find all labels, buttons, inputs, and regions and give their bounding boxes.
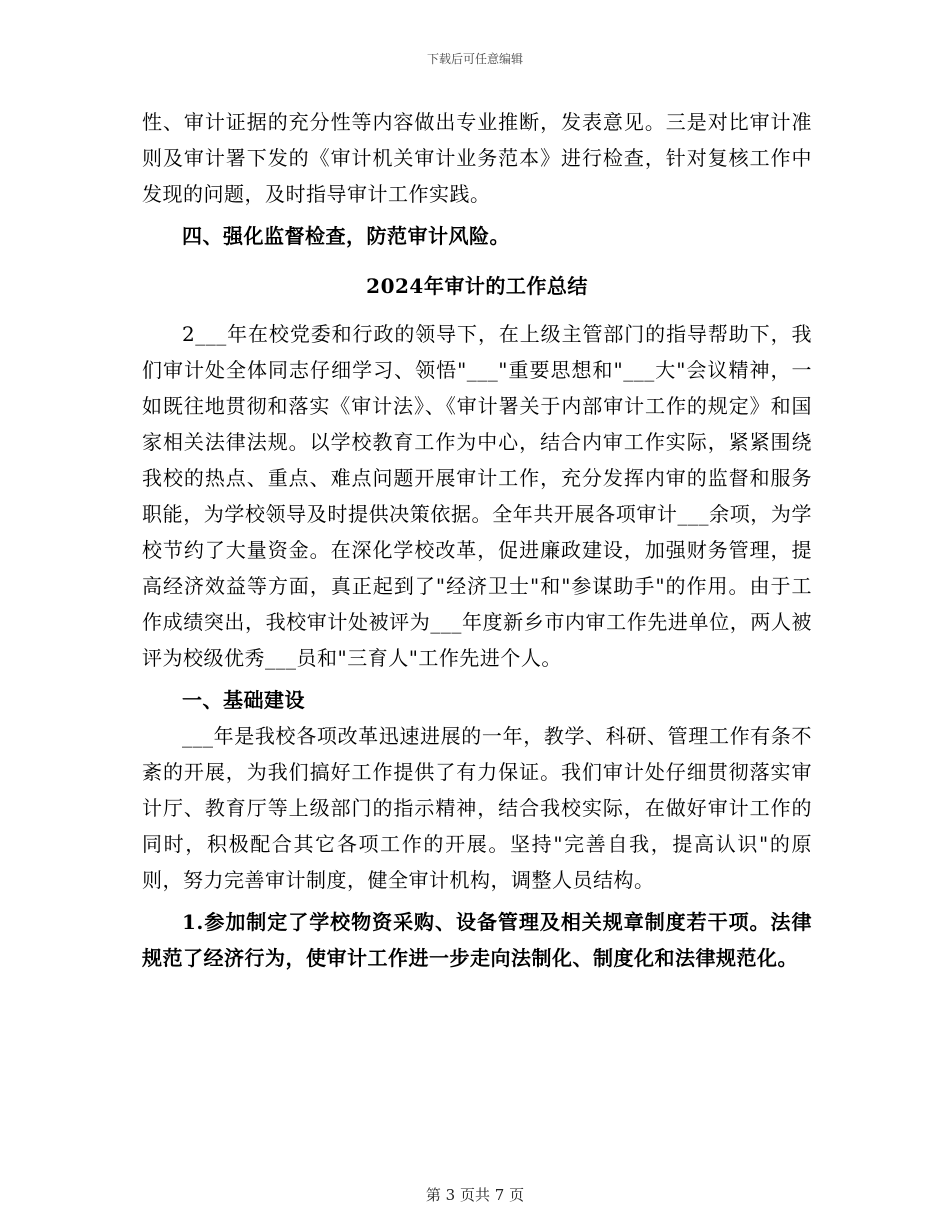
paragraph-continued: 性、审计证据的充分性等内容做出专业推断，发表意见。三是对比审计准则及审计署下发的《审计机关审计业务范本》进行检查，针对复核工作中发现的问题，及时指导审计工作实践。 — [142, 110, 812, 206]
page-footer: 第 3 页共 7 页 — [425, 1186, 525, 1204]
section-heading-1: 一、基础建设 — [182, 688, 305, 712]
paragraph-item-1: 1.参加制定了学校物资采购、设备管理及相关规章制度若干项。法律规范了经济行为，使审计工作进一步走向法制化、制度化和法律规范化。 — [142, 910, 812, 970]
document-title: 2024年审计的工作总结 — [366, 274, 588, 298]
page-header: 下载后可任意编辑 — [426, 52, 523, 66]
paragraph-intro: 2___年在校党委和行政的领导下，在上级主管部门的指导帮助下，我们审计处全体同志仔细学习、领悟"___"重要思想和"___大"会议精神，一如既往地贯彻和落实《审计法》、《审计署关于内部审计工作的规定》和国家相关法律法规。以学校教育工作为中心，结合内审工作实际，紧紧围绕我校的热点、重点、难点问题开展审计工作，充分发挥内审的监督和服务职能，为学校领导及时提供决策依据。全年共开展各项审计___余项，为学校节约了大量资金。在深化学校改革，促进廉政建设，加强财务管理，提高经济效益等方面，真正起到了"经济卫士"和"参谋助手"的作用。由于工作成绩突出，我校审计处被评为___年度新乡市内审工作先进单位，两人被评为校级优秀___员和"三育人"工作先进个人。 — [142, 322, 812, 670]
document-body — [142, 104, 812, 976]
section-heading-4: 四、强化监督检查，防范审计风险。 — [182, 224, 510, 248]
paragraph-basic-construction: ___年是我校各项改革迅速进展的一年，教学、科研、管理工作有条不紊的开展，为我们搞好工作提供了有力保证。我们审计处仔细贯彻落实审计厅、教育厅等上级部门的指示精神，结合我校实际，在做好审计工作的同时，积极配合其它各项工作的开展。坚持"完善自我，提高认识"的原则，努力完善审计制度，健全审计机构，调整人员结构。 — [142, 724, 812, 892]
